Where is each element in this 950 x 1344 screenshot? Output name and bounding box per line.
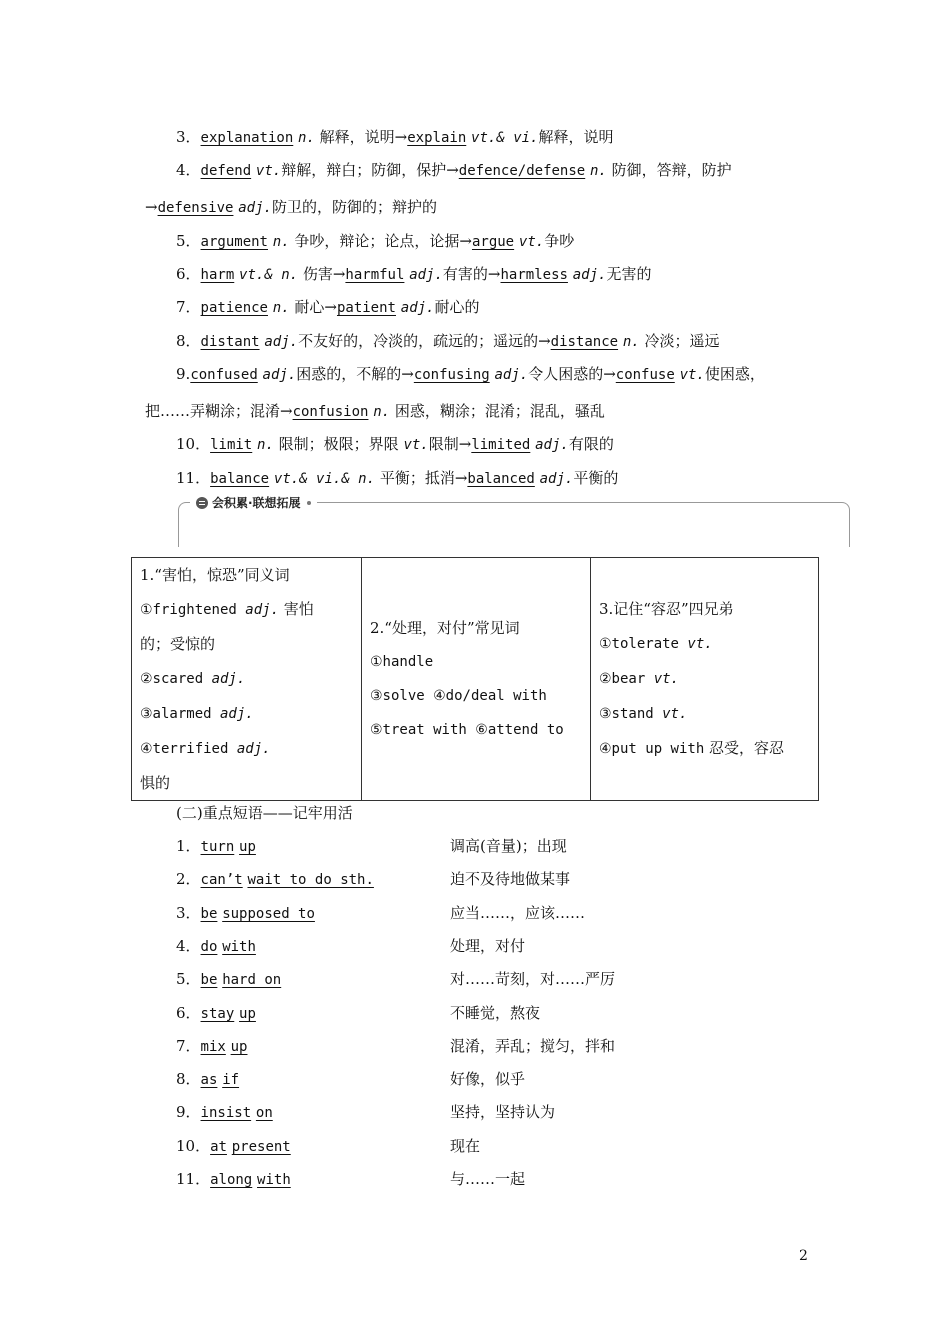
synonym-cell-tolerate [591,558,819,801]
phrase-word: along [210,1172,253,1188]
phrase-word: insist [200,1105,252,1122]
cell-line: 惧的 [140,774,171,792]
definition: 忍受，容忍 [704,739,785,757]
vocab-word: harm [200,267,235,283]
item-number: 8． [176,1070,201,1089]
phrase-meaning: 与……一起 [450,1170,526,1188]
phrase-word: if [222,1072,240,1089]
cell-line: ①handle [370,654,434,670]
vocab-word: argue [471,234,515,250]
phrase-word: stay [200,1005,235,1022]
vocab-word: confused [190,367,258,383]
part-of-speech: vt. [518,234,545,250]
vocab-word: defensive [157,200,234,216]
word-item-11 [176,468,618,489]
synonym-word: ②bear [599,671,654,687]
part-of-speech: adj. [262,367,297,383]
synonym-word: ②scared [140,671,212,687]
cell-line [140,731,353,766]
phrase-meaning: 坚持，坚持认为 [450,1103,556,1122]
phrase-row [176,1102,273,1123]
definition: 把……弄糊涂；混淆→ [145,402,293,420]
phrase-meaning: 调高(音量)；出现 [450,837,567,855]
phrase-meaning: 处理，对付 [450,936,526,955]
phrase-row [176,869,374,890]
section-tag-label: 会积累·联想拓展 [212,496,301,510]
phrase-word: be [200,972,218,989]
phrase-word: supposed to [222,905,315,922]
phrase-meaning: 混淆，弄乱；搅匀，拌和 [450,1036,616,1055]
synonym-word: ④put up with [599,741,705,757]
item-number: 8． [176,332,201,350]
item-number: 7． [176,1036,201,1055]
definition: 有害的→ [442,265,501,283]
item-number: 7． [176,298,201,316]
synonym-word: ③alarmed [140,706,220,722]
definition: 辩解，辩白；防御，保护→ [281,161,459,179]
section-tag [190,494,317,511]
synonym-word: ④terrified [140,741,237,757]
vocab-word: confusing [413,367,490,383]
phrase-row [176,969,281,990]
part-of-speech: n. [373,404,391,420]
word-item-5 [176,231,574,252]
definition: 争吵 [544,232,575,250]
part-of-speech: adj. [245,602,279,618]
definition: 不友好的，冷淡的，疏远的；遥远的→ [298,332,551,350]
cell-line [140,696,353,731]
vocab-word: distant [200,334,260,350]
part-of-speech: n. [272,234,290,250]
definition: 耐心→ [289,298,337,316]
synonym-word: ①tolerate [599,636,688,652]
phrase-word: as [200,1072,218,1089]
definition: 争吵，辩论；论点，论据→ [289,232,472,250]
definition: 平衡的 [573,469,619,487]
phrase-word: be [200,905,218,922]
cell-line: ③solve ④do/deal with [370,688,547,704]
item-number: 3． [176,903,201,922]
part-of-speech: n. [257,437,274,453]
vocab-word: defence/defense [458,163,586,179]
vocab-word: balance [210,471,270,487]
vocab-word: confuse [615,367,675,383]
vocab-word: limit [210,437,253,453]
cell-title: 2.“处理，对付”常见词 [370,619,520,637]
part-of-speech: vt. [653,671,679,687]
part-of-speech: vt. [255,163,282,179]
list-icon [196,497,208,509]
phrase-row [176,1136,291,1157]
item-number: 5． [176,970,201,989]
definition: 解释，说明→ [314,128,408,146]
definition: 解释，说明 [538,128,614,146]
cell-line [599,731,810,766]
definition: 使困惑， [704,365,765,383]
cell-title: 3.记住“容忍”四兄弟 [599,600,734,618]
definition: 防御，答辩，防护 [606,161,732,179]
part-of-speech: n. [622,334,640,350]
item-number: 3． [176,128,201,146]
vocab-word: limited [471,437,531,453]
item-number: 1． [176,837,201,855]
cell-title: 1.“害怕，惊恐”同义词 [140,566,290,584]
word-item-3 [176,127,614,148]
item-number: 6． [176,265,201,283]
phrase-word: hard on [222,972,282,989]
word-item-6 [176,264,651,285]
definition: 令人困惑的→ [528,365,616,383]
vocab-word: harmful [345,267,405,283]
phrases-heading: (二)重点短语——记牢用活 [176,804,353,822]
phrase-meaning: 好像，似乎 [450,1070,526,1089]
part-of-speech: adj. [535,437,569,453]
cell-line [599,626,810,661]
part-of-speech: adj. [264,334,299,350]
cell-line: 的；受惊的 [140,635,216,653]
synonym-cell-handle [362,558,591,801]
phrase-word: up [239,839,256,855]
phrase-meaning: 对……苛刻，对……严厉 [450,970,616,989]
page-number: 2 [799,1248,808,1264]
item-number: 2． [176,870,201,889]
part-of-speech: vt.& vi. [471,130,539,146]
phrase-meaning: 不睡觉，熬夜 [450,1003,541,1022]
phrase-row [176,1003,256,1024]
cell-line [599,696,810,731]
part-of-speech: adj. [572,267,607,283]
part-of-speech: n. [272,300,290,316]
word-item-10 [176,434,614,455]
part-of-speech: adj. [400,300,435,316]
phrase-word: wait to do sth. [247,872,374,889]
vocab-word: patience [200,300,268,316]
phrase-row [176,1169,291,1190]
cell-line [599,661,810,696]
phrase-word: with [222,938,256,955]
part-of-speech: adj. [238,200,272,216]
phrase-row [176,1069,239,1090]
part-of-speech: vt. [403,437,429,453]
phrase-meaning: 应当……，应该…… [450,903,586,922]
dot-icon [307,501,311,505]
definition: 有限的 [568,435,614,453]
part-of-speech: adj. [494,367,529,383]
part-of-speech: vt.& vi.& n. [273,471,376,487]
item-number: 4． [176,936,201,955]
phrase-meaning: 现在 [450,1136,481,1155]
part-of-speech: vt.& n. [239,267,299,283]
phrase-row [176,903,315,924]
item-number: 4． [176,161,201,179]
phrase-row [176,1036,247,1057]
phrase-word: can’t [200,872,243,889]
item-number: 11． [176,469,211,487]
phrase-word: present [231,1138,291,1155]
definition: 困惑的，不解的→ [296,365,414,383]
phrase-row [176,836,256,857]
word-item-4-continued [145,197,437,218]
word-item-4 [176,160,732,181]
vocab-word: confusion [292,404,369,420]
definition: 防卫的，防御的；辩护的 [271,198,437,216]
word-item-8 [176,331,720,352]
phrase-word: with [257,1172,291,1188]
part-of-speech: adj. [236,741,271,757]
phrase-word: on [255,1105,273,1122]
phrase-meaning: 迫不及待地做某事 [450,870,571,889]
definition: 困惑，糊涂；混淆；混乱，骚乱 [390,402,605,420]
phrase-word: turn [200,839,235,855]
part-of-speech: adj. [219,706,254,722]
phrase-word: do [200,938,218,955]
definition: 无害的 [606,265,652,283]
vocab-word: balanced [467,471,535,487]
phrase-word: mix [200,1038,226,1055]
item-number: 11． [176,1170,211,1188]
item-number: 9． [176,1103,201,1122]
synonym-word: ③stand [599,706,663,722]
item-number: 9. [176,365,191,383]
cell-line [140,661,353,696]
definition: 伤害→ [298,265,346,283]
arrow: → [145,198,158,216]
item-number: 10． [176,435,211,453]
cell-line: ⑤treat with ⑥attend to [370,722,564,738]
word-item-9-continued [145,401,605,422]
definition: 冷淡；遥远 [639,332,720,350]
part-of-speech: n. [590,163,607,179]
item-number: 5． [176,232,201,250]
part-of-speech: adj. [539,471,574,487]
phrase-word: at [210,1138,227,1155]
synonym-table [131,557,819,801]
synonym-cell-fear [132,558,362,801]
word-item-9 [176,364,765,385]
item-number: 6． [176,1003,201,1022]
item-number: 10． [176,1136,211,1155]
definition: 限制→ [428,435,472,453]
vocab-word: patient [336,300,396,316]
vocab-word: distance [550,334,619,350]
definition: 耐心的 [434,298,480,316]
cell-line [140,592,353,627]
vocab-word: explanation [200,130,294,146]
part-of-speech: vt. [687,636,713,652]
vocab-word: defend [200,163,252,179]
phrase-word: up [239,1005,256,1022]
definition: 平衡；抵消→ [375,469,468,487]
part-of-speech: n. [298,130,315,146]
vocab-word: harmless [500,267,568,283]
definition: 害怕 [279,600,314,618]
part-of-speech: vt. [679,367,705,383]
word-item-7 [176,297,480,318]
vocab-word: explain [407,130,467,146]
part-of-speech: adj. [409,267,443,283]
vocab-word: argument [200,234,268,250]
synonym-word: ①frightened [140,602,246,618]
phrase-row [176,936,256,957]
definition: 限制；极限；界限 [273,435,404,453]
phrase-word: up [230,1038,248,1055]
part-of-speech: adj. [211,671,246,687]
part-of-speech: vt. [662,706,688,722]
